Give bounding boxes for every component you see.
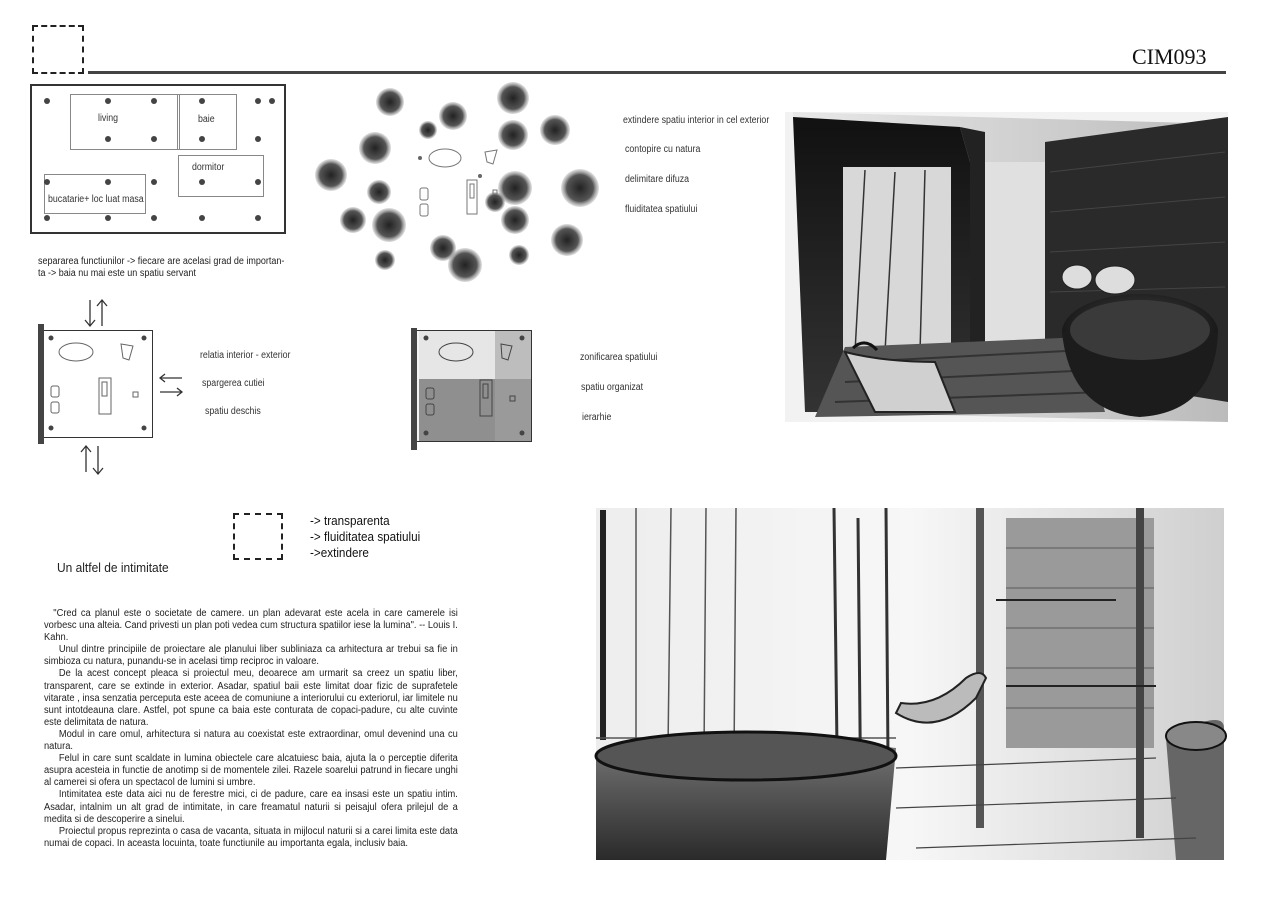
site-note-3: delimitare difuza: [625, 174, 690, 185]
legend: [310, 513, 420, 561]
site-note-1: extindere spatiu interior in cel exterior: [623, 115, 770, 126]
plan2-note-2: spargerea cutiei: [202, 378, 265, 389]
legend-dashed-square: [233, 513, 283, 560]
plan2-note-3: spatiu deschis: [205, 406, 261, 417]
legend-item-2: -> fluiditatea spatiului: [310, 529, 421, 544]
plan-functions: [30, 84, 286, 234]
paragraph-1: "Cred ca planul este o societate de camere. un plan adevarat este acela in care camerele isi vorbesc una alteia. Cand privesti un plan poti vedea cum structura spatiilor iese la lumina". -- Louis I. Kahn.: [44, 608, 458, 644]
arrows-up-down-icon: [80, 296, 120, 336]
plan-zoning-drawing: [414, 330, 532, 442]
label-living: living: [98, 113, 119, 124]
paragraph-5: Felul in care sunt scaldate in lumina obiectele care alcatuiesc baia, ajuta la o perceptie diferita asupra acesteia in functie de anotimp si de momentele zilei. Razele soarelui patrund in fiecare unghi al camerei si ofera un spectacol de lumini si umbre.: [44, 753, 458, 789]
label-dormitor: dormitor: [192, 162, 225, 173]
column-grid: [30, 84, 286, 234]
caption-line-1: separarea functiunilor -> fiecare are acelasi grad de importan-: [38, 256, 285, 267]
plan-functions-caption: [38, 256, 284, 280]
sheet-code: CIM093: [1132, 44, 1207, 69]
label-bucatarie: bucatarie+ loc luat masa: [48, 194, 144, 205]
paragraph-6: Intimitatea este data aici nu de ferestre mici, ci de padure, care ea insasi este un spatiu intim. Asadar, intalnim un alt grad de intimitate, in care freamatul naturii si peisajul ofera prilejul de a medita si de descoperire a sinelui.: [44, 789, 458, 825]
paragraph-2: Unul dintre principiile de proiectare ale planului liber subliniaza ca arhitectura ar trebui sa fie in simbioza cu natura, punandu-se in acelasi timp reciproc in valoare.: [44, 644, 458, 668]
caption-line-2: ta -> baia nu mai este un spatiu servant: [38, 268, 196, 279]
dashed-square-logo: [32, 25, 84, 74]
site-note-4: fluiditatea spatiului: [625, 204, 698, 215]
plan3-note-1: zonificarea spatiului: [580, 352, 658, 363]
sketch-bathroom-interior-2: [596, 508, 1224, 860]
plan-open-space: [41, 330, 153, 438]
section-title: Un altfel de intimitate: [57, 560, 169, 575]
paragraph-3: De la acest concept pleaca si proiectul meu, deoarece am urmarit sa creez un spatiu liber, transparent, care se extinde in exterior. Asadar, spatiul baii este limitat doar fizic de suprafetele vitarate , insa senzatia perceputa este aceea de comuniune a interiorului cu exteriorul, iar limitele nu sunt intotdeauna clare. Astfel, pot spune ca baia este conturata de copaci-padure, cu alte cuvinte este delimitata de natura.: [44, 668, 458, 728]
arrows-down-up-icon: [76, 440, 116, 480]
plan2-note-1: relatia interior - exterior: [200, 350, 291, 361]
paragraph-7: Proiectul propus reprezinta o casa de vacanta, situata in mijlocul naturii si a carei limita este data numai de copaci. In aceasta locuinta, toate functiunile au importanta egala, inclusiv baia.: [44, 825, 458, 849]
label-baie: baie: [198, 114, 215, 125]
plan3-note-2: spatiu organizat: [581, 382, 644, 393]
header-rule: [88, 71, 1226, 74]
site-note-2: contopire cu natura: [625, 144, 701, 155]
essay-text: [44, 608, 458, 850]
sketch-bathroom-interior-1: [785, 112, 1228, 422]
plan3-note-3: ierarhie: [582, 412, 612, 423]
plan-zoning: [414, 330, 532, 442]
site-plan-trees: [305, 80, 605, 290]
legend-item-1: -> transparenta: [310, 513, 390, 528]
paragraph-4: Modul in care omul, arhitectura si natura au coexistat este extraordinar, omul devenind una cu natura.: [44, 728, 458, 753]
legend-item-3: ->extindere: [310, 545, 369, 560]
arrows-left-right-icon: [156, 372, 190, 402]
plan-open-space-drawing: [41, 330, 153, 438]
